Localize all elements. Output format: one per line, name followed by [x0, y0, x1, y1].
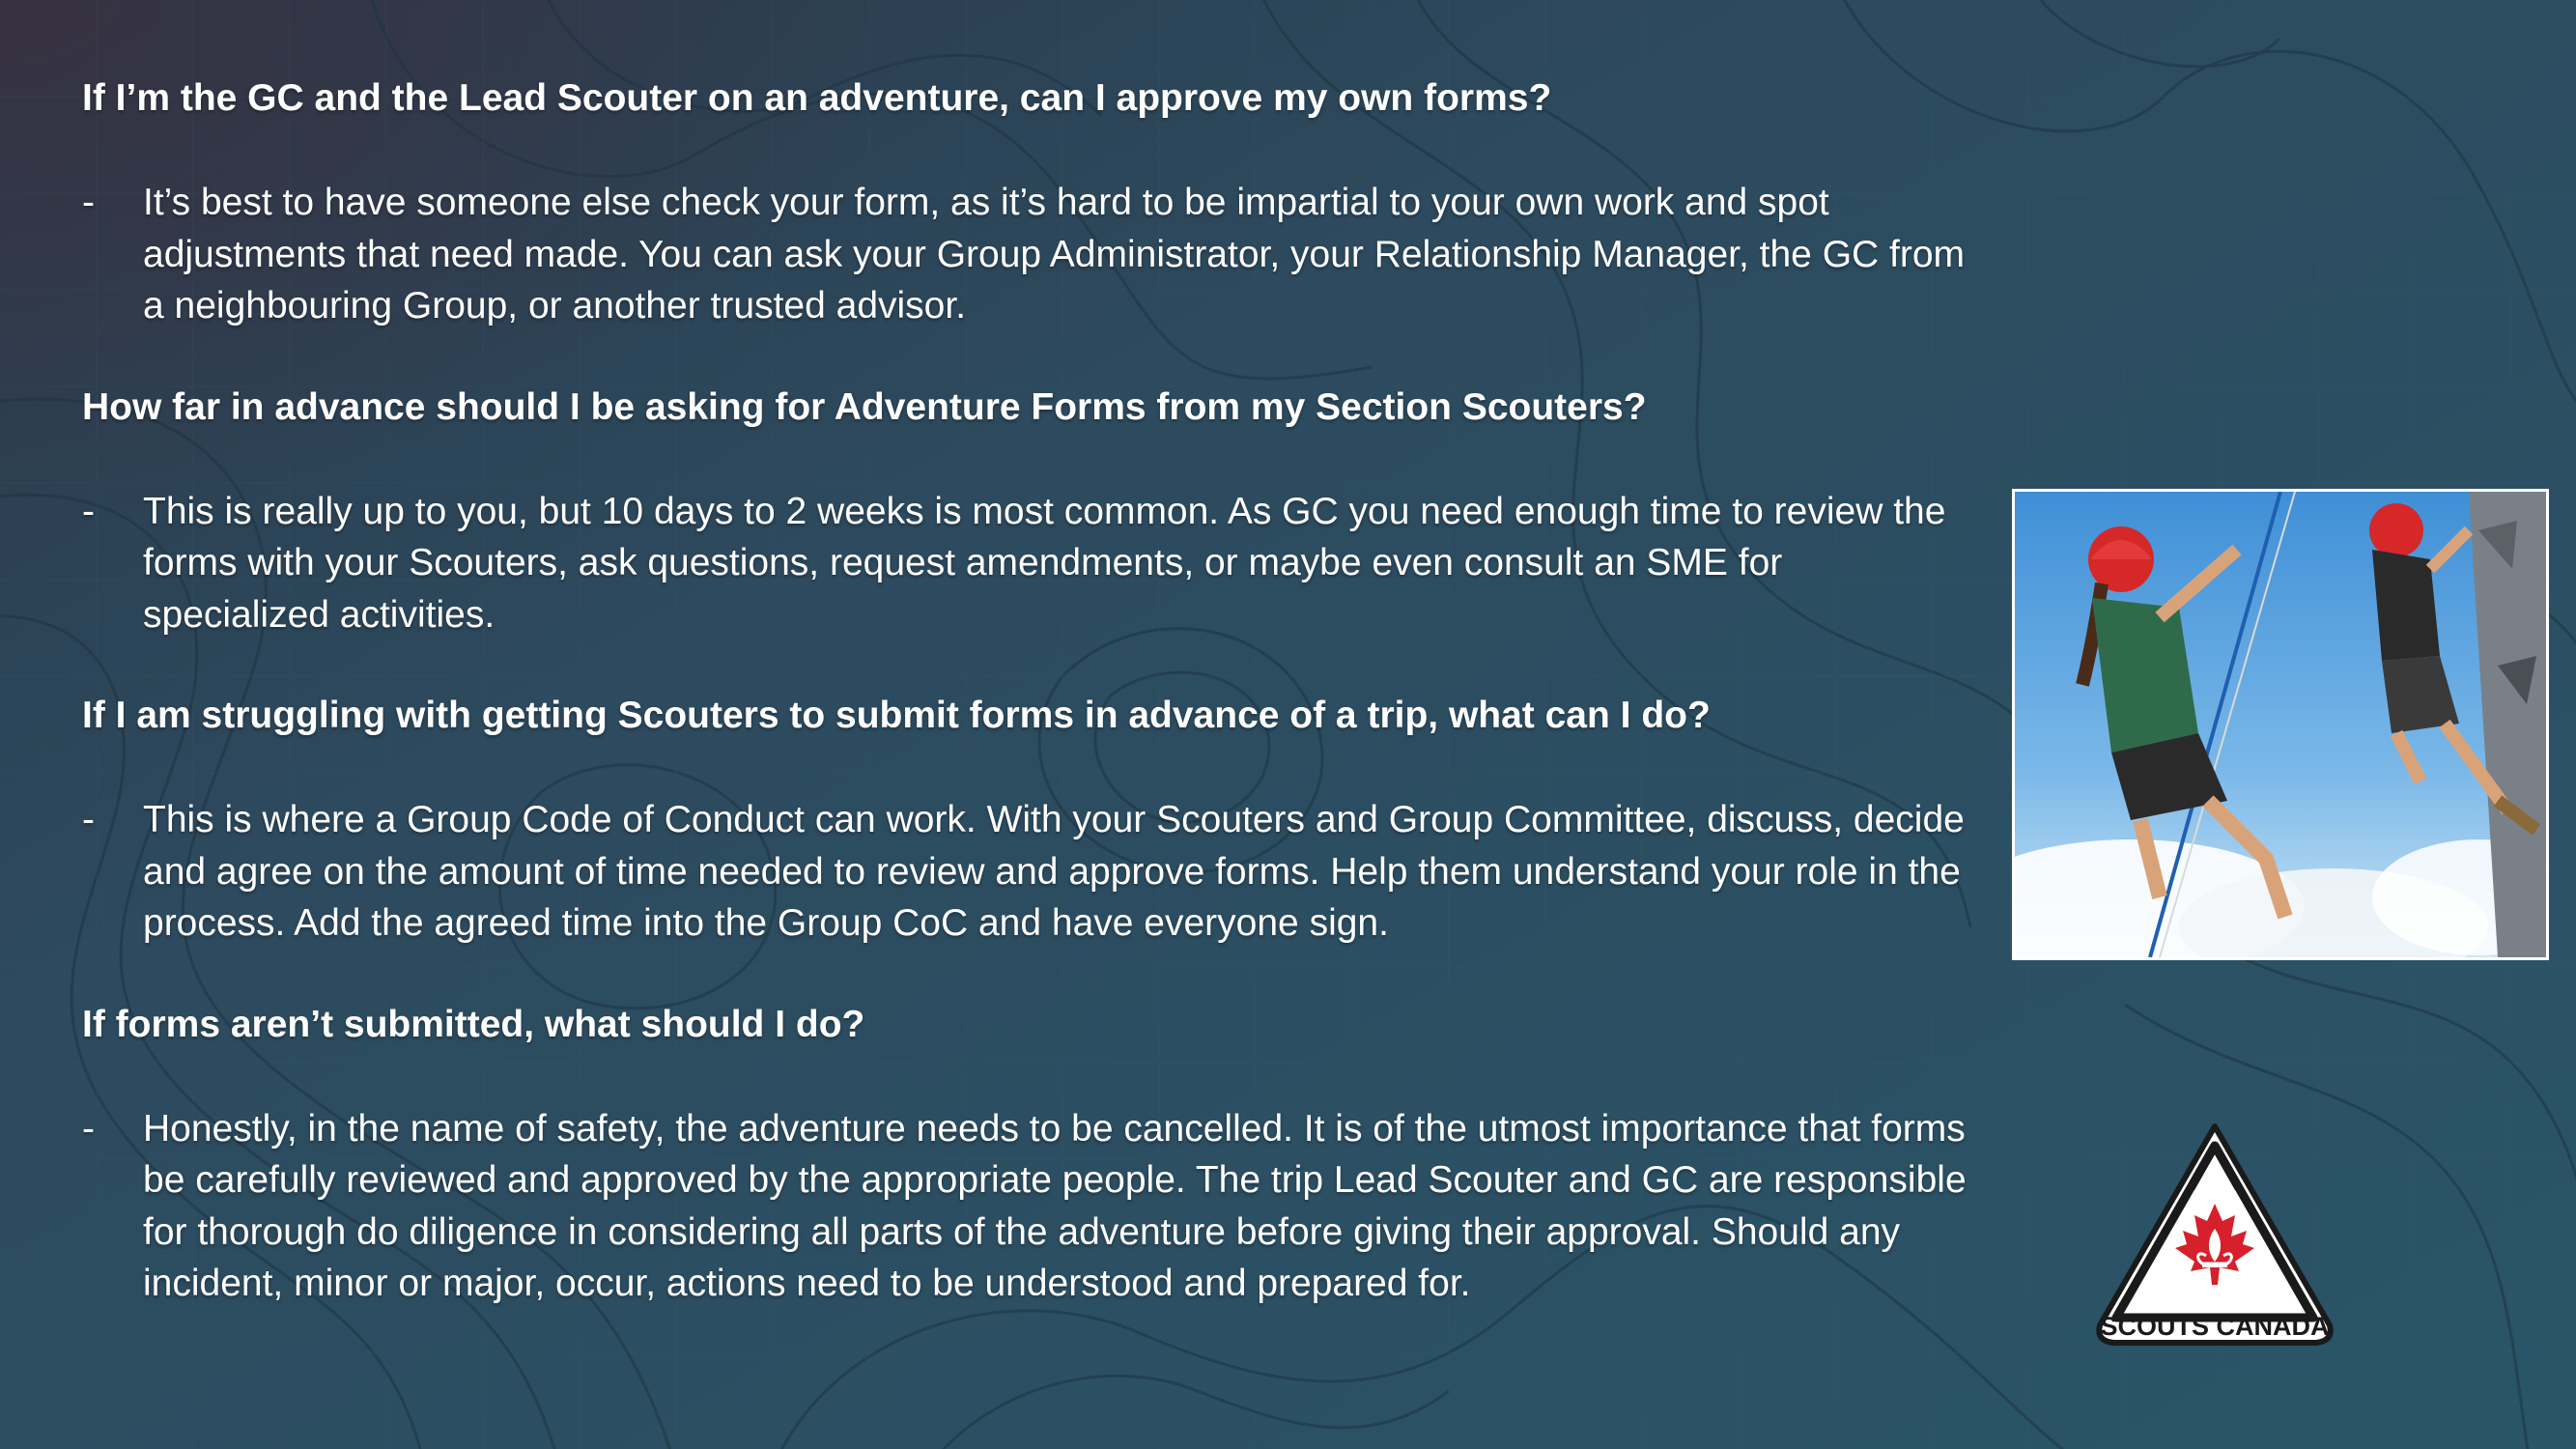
bullet-dash: - — [82, 490, 95, 532]
faq-question-4: If forms aren’t submitted, what should I do? — [82, 1003, 865, 1045]
faq-answer-2 — [82, 486, 1975, 641]
faq-list — [82, 73, 1975, 1360]
faq-answer-4 — [82, 1103, 1975, 1310]
faq-answer-text: This is really up to you, but 10 days to 2 weeks is most common. As GC you need enough time to review the forms with your Scouters, ask questions, request amendments, or maybe even consult an SME for specialized activities. — [143, 490, 1946, 636]
faq-question-3: If I am struggling with getting Scouters to submit forms in advance of a trip, what can I do? — [82, 695, 1711, 736]
climbing-photo — [2012, 489, 2549, 960]
faq-answer-1 — [82, 177, 1975, 332]
faq-answer-text: Honestly, in the name of safety, the adventure needs to be cancelled. It is of the utmost importance that forms be carefully reviewed and approved by the appropriate people. The trip Lead Scouter and GC are responsible for thorough do diligence in considering all parts of the adventure before giving their approval. Should any incident, minor or major, occur, actions need to be understood and prepared for. — [143, 1107, 1967, 1304]
faq-answer-3 — [82, 794, 1975, 950]
faq-answer-text: This is where a Group Code of Conduct can work. With your Scouters and Group Committee, discuss, decide and agree on the amount of time needed to review and approve forms. Help them understand your role in the process. Add the agreed time into the Group CoC and have everyone sign. — [143, 799, 1965, 944]
faq-question-1: If I’m the GC and the Lead Scouter on an adventure, can I approve my own forms? — [82, 77, 1552, 119]
climbing-scouts-illustration — [2015, 492, 2546, 957]
bullet-dash: - — [82, 182, 95, 223]
bullet-dash: - — [82, 799, 95, 840]
faq-answer-text: It’s best to have someone else check your form, as it’s hard to be impartial to your own work and spot adjustments that need made. You can ask your Group Administrator, your Relationship Manager, the GC from a neighbouring Group, or another trusted advisor. — [143, 182, 1966, 327]
scouts-canada-logo — [2090, 1121, 2339, 1352]
faq-question-2: How far in advance should I be asking for Adventure Forms from my Section Scouters? — [82, 385, 1647, 428]
scouts-canada-emblem — [2090, 1121, 2339, 1352]
bullet-dash: - — [82, 1107, 95, 1150]
logo-text: SCOUTS CANADA — [2100, 1312, 2330, 1341]
